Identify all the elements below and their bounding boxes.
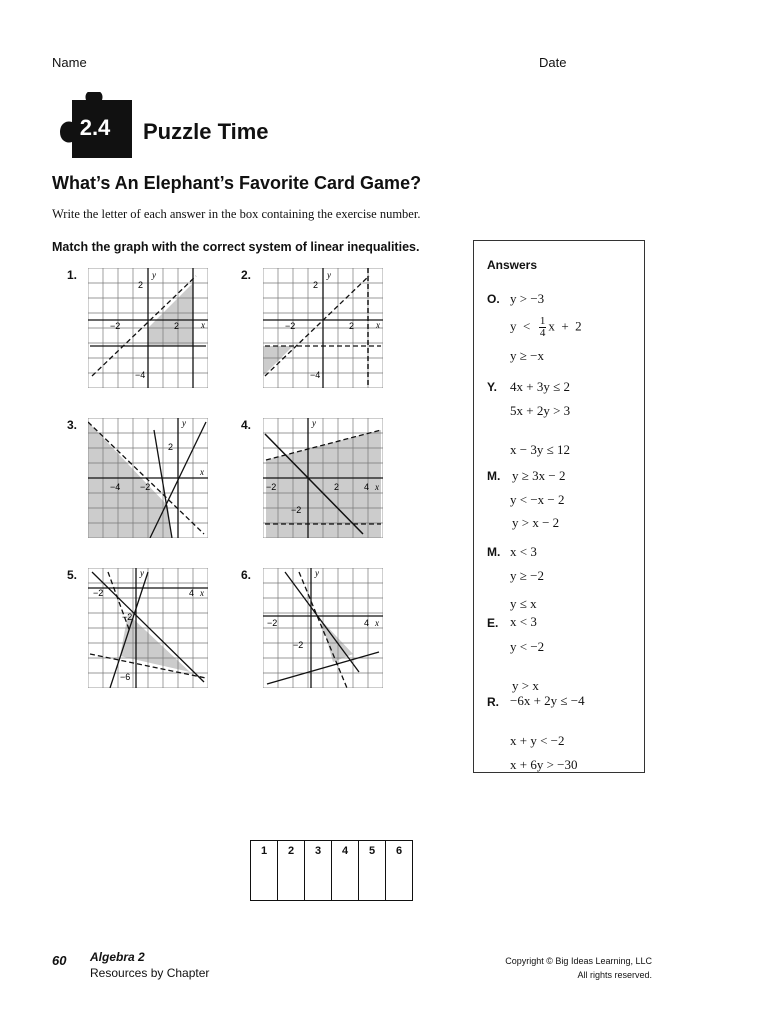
x-tick-label: 4 xyxy=(364,482,370,492)
x-axis-label: x xyxy=(375,618,379,628)
inequality: y ≥ −x xyxy=(510,348,544,363)
section-number: 2.4 xyxy=(79,115,111,140)
answer-letter-e: E. xyxy=(487,616,499,630)
answer-letter-r: R. xyxy=(487,695,499,709)
match-instruction: Match the graph with the correct system of linear inequalities. xyxy=(52,240,420,254)
y-axis-label: y xyxy=(152,270,156,280)
y-axis-label: y xyxy=(182,418,186,428)
fraction: $\frac{1}{4}$ xyxy=(539,315,546,339)
y-axis-label: y xyxy=(315,568,319,578)
graph-6 xyxy=(263,568,383,688)
answer-cell-1[interactable]: 1 xyxy=(251,841,278,901)
inequality: x + 6y > −30 xyxy=(510,757,578,772)
puzzle-piece-badge xyxy=(58,92,132,158)
x-tick-label: −2 xyxy=(93,588,104,598)
y-axis-label: y xyxy=(140,568,144,578)
puzzle-title: Puzzle Time xyxy=(143,119,269,144)
inequality: x < 3 xyxy=(510,544,537,559)
inequality: x − 3y ≤ 12 xyxy=(510,442,570,457)
answer-letter-y: Y. xyxy=(487,380,498,394)
x-axis-label: x xyxy=(375,482,379,492)
page-subtitle: What’s An Elephant’s Favorite Card Game? xyxy=(52,173,422,193)
graph-3 xyxy=(88,418,208,538)
y-axis-label: y xyxy=(312,418,316,428)
inequality-with-fraction: y < $\frac{1}{4}$ x + 2 xyxy=(510,315,582,339)
y-tick-label: −2 xyxy=(291,505,302,515)
answer-cell-6[interactable]: 6 xyxy=(386,841,413,901)
x-axis-label: x xyxy=(200,467,204,477)
inequality: 5x + 2y > 3 xyxy=(510,403,571,418)
answer-letter-m: M. xyxy=(487,469,501,483)
exercise-number-3: 3. xyxy=(67,418,78,432)
y-tick-label: −4 xyxy=(310,370,321,380)
answers-title: Answers xyxy=(487,258,538,272)
inequality: y > x − 2 xyxy=(512,515,560,530)
x-axis-label: x xyxy=(201,320,205,330)
inequality: y ≤ x xyxy=(510,596,537,611)
exercise-number-2: 2. xyxy=(241,268,252,282)
inequality: y < −2 xyxy=(510,639,545,654)
x-tick-label: −2 xyxy=(140,482,151,492)
answer-grid xyxy=(250,840,413,901)
book-subtitle: Resources by Chapter xyxy=(90,966,210,980)
graph-2 xyxy=(263,268,383,388)
x-tick-label: 4 xyxy=(189,588,195,598)
y-tick-label: −6 xyxy=(120,672,131,682)
exercise-number-5: 5. xyxy=(67,568,78,582)
book-title: Algebra 2 xyxy=(90,950,145,964)
answer-letter-m: M. xyxy=(487,545,501,559)
x-axis-label: x xyxy=(200,588,204,598)
answer-letter-o: O. xyxy=(487,292,500,306)
x-tick-label: 2 xyxy=(349,321,355,331)
inequality: y > −3 xyxy=(510,291,545,306)
x-tick-label: 2 xyxy=(174,321,180,331)
x-tick-label: 4 xyxy=(364,618,370,628)
inequality: 4x + 3y ≤ 2 xyxy=(510,379,570,394)
x-tick-label: −4 xyxy=(110,482,121,492)
x-tick-label: −2 xyxy=(266,482,277,492)
graph-4 xyxy=(263,418,383,538)
x-tick-label: −2 xyxy=(285,321,296,331)
answer-cell-3[interactable]: 3 xyxy=(305,841,332,901)
exercise-number-1: 1. xyxy=(67,268,78,282)
exercise-number-4: 4. xyxy=(241,418,252,432)
inequality: x + y < −2 xyxy=(510,733,565,748)
y-axis-label: y xyxy=(327,270,331,280)
answer-cell-2[interactable]: 2 xyxy=(278,841,305,901)
y-tick-label: −2 xyxy=(293,640,304,650)
page-number: 60 xyxy=(52,953,67,968)
inequality: −6x + 2y ≤ −4 xyxy=(510,693,585,708)
shaded-region xyxy=(148,283,193,346)
y-tick-label: 2 xyxy=(168,442,174,452)
rights-line: All rights reserved. xyxy=(577,970,652,980)
answer-cell-5[interactable]: 5 xyxy=(359,841,386,901)
shaded-region xyxy=(88,422,172,538)
x-axis-label: x xyxy=(376,320,380,330)
graph-5 xyxy=(88,568,208,688)
boundary-line xyxy=(285,572,359,672)
answer-cell-4[interactable]: 4 xyxy=(332,841,359,901)
inequality: y ≥ 3x − 2 xyxy=(512,468,566,483)
x-tick-label: −2 xyxy=(267,618,278,628)
inequality: y ≥ −2 xyxy=(510,568,544,583)
name-label: Name xyxy=(52,55,87,70)
inequality: y > x xyxy=(512,678,539,693)
y-tick-label: 2 xyxy=(138,280,144,290)
x-tick-label: −2 xyxy=(110,321,121,331)
exercise-number-6: 6. xyxy=(241,568,252,582)
x-tick-label: 2 xyxy=(334,482,340,492)
instruction-text: Write the letter of each answer in the box containing the exercise number. xyxy=(52,207,421,221)
graph-1 xyxy=(88,268,208,388)
inequality: y < −x − 2 xyxy=(510,492,565,507)
y-tick-label: −2 xyxy=(122,612,133,622)
copyright xyxy=(470,954,652,982)
y-tick-label: 2 xyxy=(313,280,319,290)
copyright-line: Copyright © Big Ideas Learning, LLC xyxy=(505,956,652,966)
inequality: x < 3 xyxy=(510,614,537,629)
date-label: Date xyxy=(539,55,567,70)
y-tick-label: −4 xyxy=(135,370,146,380)
